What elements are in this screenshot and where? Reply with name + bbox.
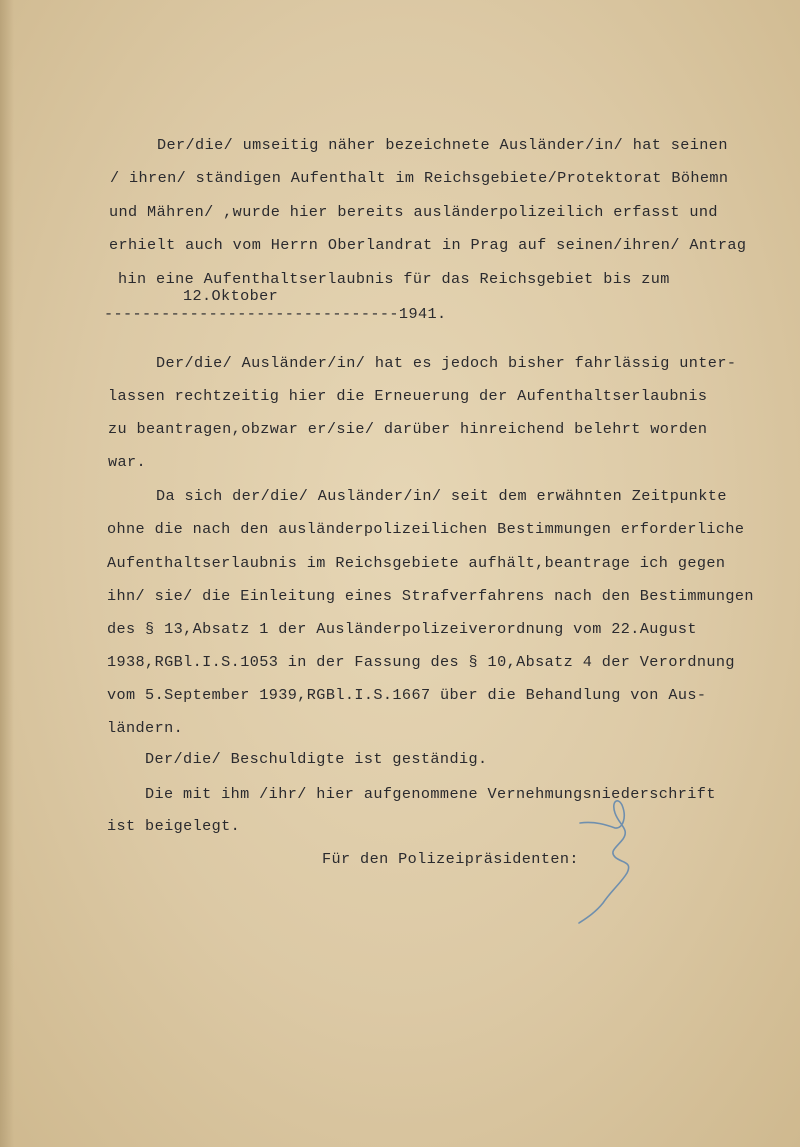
paragraph3-line1: Da sich der/die/ Ausländer/in/ seit dem erwähnten Zeitpunkte	[156, 487, 727, 505]
paragraph1-line5: hin eine Aufenthaltserlaubnis für das Reichsgebiet bis zum	[118, 270, 670, 288]
paragraph3-line8: ländern.	[107, 719, 184, 737]
date-line: -------------------------------1941.	[104, 305, 447, 323]
paragraph3-line6: 1938,RGBl.I.S.1053 in der Fassung des § 10,Absatz 4 der Verordnung	[107, 653, 735, 671]
paragraph1-line4: erhielt auch vom Herrn Oberlandrat in Prag auf seinen/ihren/ Antrag	[109, 236, 747, 254]
paragraph1-line2: / ihren/ ständigen Aufenthalt im Reichsgebiete/Protektorat Böhemn	[110, 169, 729, 187]
date-fill: 12.Oktober	[183, 287, 279, 305]
paragraph2-line1: Der/die/ Ausländer/in/ hat es jedoch bisher fahrlässig unter-	[156, 354, 737, 372]
attachment-line1: Die mit ihm /ihr/ hier aufgenommene Vernehmungsniederschrift	[145, 785, 716, 803]
paragraph3-line7: vom 5.September 1939,RGBl.I.S.1667 über die Behandlung von Aus-	[107, 686, 707, 704]
closing-line: Für den Polizeipräsidenten:	[322, 850, 579, 868]
paragraph2-line2: lassen rechtzeitig hier die Erneuerung der Aufenthaltserlaubnis	[108, 387, 708, 405]
paragraph3-line5: des § 13,Absatz 1 der Ausländerpolizeiverordnung vom 22.August	[107, 620, 697, 638]
paragraph3-line3: Aufenthaltserlaubnis im Reichsgebiete aufhält,beantrage ich gegen	[107, 554, 726, 572]
paragraph1-line3: und Mähren/ ,wurde hier bereits ausländerpolizeilich erfasst und	[109, 203, 718, 221]
paragraph1-line1: Der/die/ umseitig näher bezeichnete Ausländer/in/ hat seinen	[157, 136, 728, 154]
paragraph3-line4: ihn/ sie/ die Einleitung eines Strafverfahrens nach den Bestimmungen	[107, 587, 754, 605]
paper-edge-shadow	[0, 0, 14, 1147]
confession-line: Der/die/ Beschuldigte ist geständig.	[145, 750, 488, 768]
paragraph3-line2: ohne die nach den ausländerpolizeilichen Bestimmungen erforderliche	[107, 520, 745, 538]
signature-mark	[575, 795, 655, 925]
attachment-line2: ist beigelegt.	[107, 817, 241, 835]
paragraph2-line4: war.	[108, 453, 147, 471]
paragraph2-line3: zu beantragen,obzwar er/sie/ darüber hinreichend belehrt worden	[108, 420, 708, 438]
